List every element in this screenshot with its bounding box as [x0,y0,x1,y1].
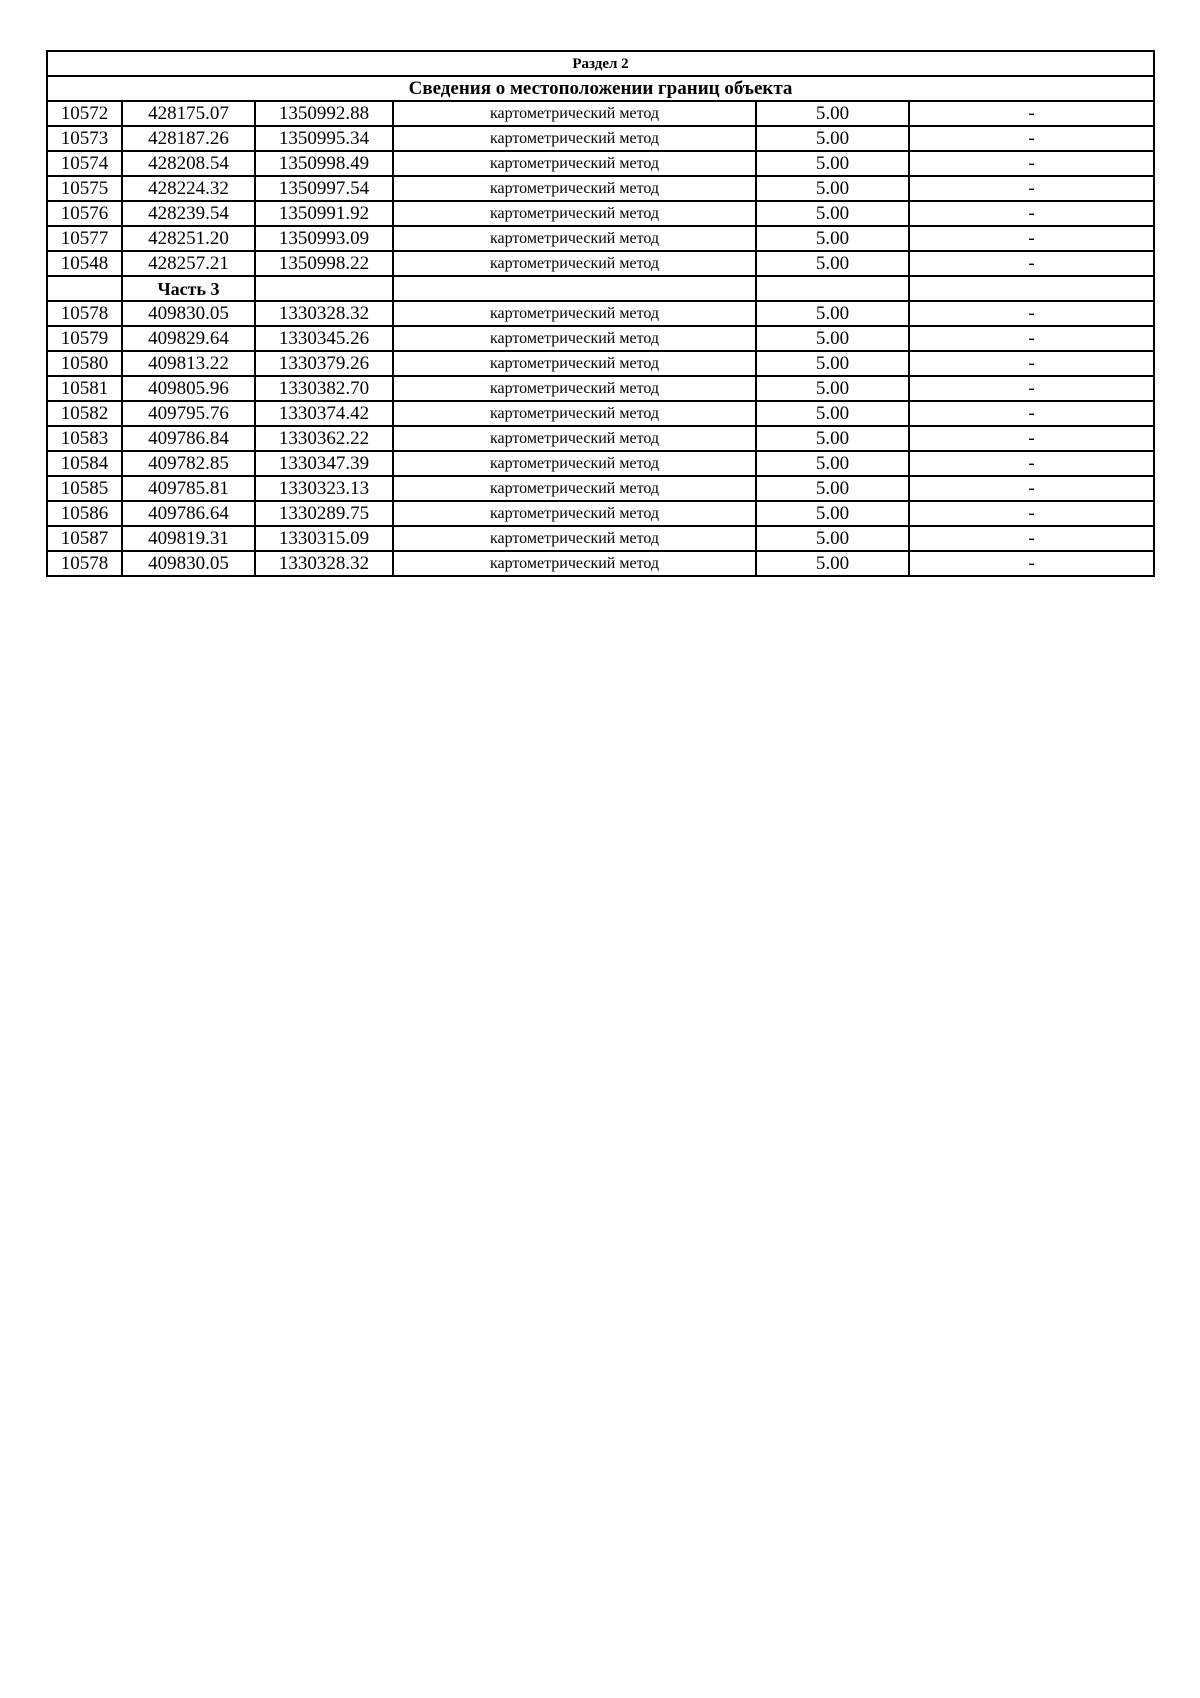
y-coordinate-cell: 1330315.09 [255,526,393,551]
description-cell: - [909,401,1154,426]
y-coordinate-cell: 1350998.22 [255,251,393,276]
x-coordinate-cell: 409782.85 [122,451,255,476]
x-coordinate-cell: 409786.64 [122,501,255,526]
y-coordinate-cell: 1330347.39 [255,451,393,476]
point-number-cell: 10572 [47,101,122,126]
method-cell: картометрический метод [393,101,756,126]
table-body [47,51,1154,576]
accuracy-cell: 5.00 [756,176,909,201]
point-number-cell: 10579 [47,326,122,351]
x-coordinate-cell: 409795.76 [122,401,255,426]
method-cell: картометрический метод [393,251,756,276]
method-cell: картометрический метод [393,501,756,526]
accuracy-cell: 5.00 [756,351,909,376]
x-coordinate-cell: 409829.64 [122,326,255,351]
table-row [47,226,1154,251]
table-row [47,426,1154,451]
description-cell: - [909,201,1154,226]
description-cell: - [909,151,1154,176]
empty-cell [47,276,122,301]
point-number-cell: 10585 [47,476,122,501]
section-title: Раздел 2 [47,51,1154,76]
empty-cell [255,276,393,301]
y-coordinate-cell: 1350992.88 [255,101,393,126]
object-title-row [47,76,1154,101]
description-cell: - [909,301,1154,326]
table-row [47,376,1154,401]
point-number-cell: 10548 [47,251,122,276]
accuracy-cell: 5.00 [756,401,909,426]
description-cell: - [909,176,1154,201]
accuracy-cell: 5.00 [756,551,909,576]
point-number-cell: 10578 [47,301,122,326]
y-coordinate-cell: 1330382.70 [255,376,393,401]
x-coordinate-cell: 428187.26 [122,126,255,151]
point-number-cell: 10577 [47,226,122,251]
point-number-cell: 10578 [47,551,122,576]
x-coordinate-cell: 409830.05 [122,301,255,326]
y-coordinate-cell: 1330328.32 [255,551,393,576]
table-row [47,126,1154,151]
accuracy-cell: 5.00 [756,526,909,551]
method-cell: картометрический метод [393,301,756,326]
description-cell: - [909,426,1154,451]
method-cell: картометрический метод [393,426,756,451]
method-cell: картометрический метод [393,376,756,401]
part-label: Часть 3 [122,276,255,301]
table-row [47,451,1154,476]
description-cell: - [909,551,1154,576]
table-row [47,326,1154,351]
description-cell: - [909,476,1154,501]
method-cell: картометрический метод [393,151,756,176]
accuracy-cell: 5.00 [756,151,909,176]
y-coordinate-cell: 1350997.54 [255,176,393,201]
description-cell: - [909,526,1154,551]
empty-cell [393,276,756,301]
x-coordinate-cell: 409813.22 [122,351,255,376]
method-cell: картометрический метод [393,351,756,376]
y-coordinate-cell: 1330328.32 [255,301,393,326]
point-number-cell: 10581 [47,376,122,401]
accuracy-cell: 5.00 [756,426,909,451]
table-row [47,476,1154,501]
x-coordinate-cell: 409786.84 [122,426,255,451]
point-number-cell: 10575 [47,176,122,201]
x-coordinate-cell: 409830.05 [122,551,255,576]
method-cell: картометрический метод [393,201,756,226]
y-coordinate-cell: 1330345.26 [255,326,393,351]
x-coordinate-cell: 428175.07 [122,101,255,126]
point-number-cell: 10574 [47,151,122,176]
y-coordinate-cell: 1330323.13 [255,476,393,501]
boundary-coordinates-table [46,50,1155,577]
description-cell: - [909,101,1154,126]
accuracy-cell: 5.00 [756,376,909,401]
table-row [47,551,1154,576]
description-cell: - [909,351,1154,376]
table-row [47,301,1154,326]
method-cell: картометрический метод [393,326,756,351]
method-cell: картометрический метод [393,226,756,251]
y-coordinate-cell: 1330379.26 [255,351,393,376]
x-coordinate-cell: 428257.21 [122,251,255,276]
accuracy-cell: 5.00 [756,451,909,476]
part-header-row [47,276,1154,301]
table-row [47,176,1154,201]
y-coordinate-cell: 1350998.49 [255,151,393,176]
point-number-cell: 10573 [47,126,122,151]
y-coordinate-cell: 1350991.92 [255,201,393,226]
table-row [47,101,1154,126]
point-number-cell: 10586 [47,501,122,526]
x-coordinate-cell: 428239.54 [122,201,255,226]
accuracy-cell: 5.00 [756,101,909,126]
point-number-cell: 10576 [47,201,122,226]
point-number-cell: 10582 [47,401,122,426]
description-cell: - [909,376,1154,401]
table-row [47,526,1154,551]
accuracy-cell: 5.00 [756,301,909,326]
accuracy-cell: 5.00 [756,501,909,526]
table-row [47,201,1154,226]
accuracy-cell: 5.00 [756,251,909,276]
accuracy-cell: 5.00 [756,226,909,251]
method-cell: картометрический метод [393,176,756,201]
x-coordinate-cell: 428251.20 [122,226,255,251]
table-row [47,351,1154,376]
method-cell: картометрический метод [393,451,756,476]
description-cell: - [909,501,1154,526]
x-coordinate-cell: 409805.96 [122,376,255,401]
x-coordinate-cell: 409785.81 [122,476,255,501]
description-cell: - [909,126,1154,151]
description-cell: - [909,326,1154,351]
table-row [47,401,1154,426]
y-coordinate-cell: 1330289.75 [255,501,393,526]
table-row [47,251,1154,276]
section-title-row [47,51,1154,76]
description-cell: - [909,451,1154,476]
empty-cell [909,276,1154,301]
accuracy-cell: 5.00 [756,126,909,151]
y-coordinate-cell: 1350993.09 [255,226,393,251]
empty-cell [756,276,909,301]
description-cell: - [909,226,1154,251]
table-row [47,501,1154,526]
y-coordinate-cell: 1350995.34 [255,126,393,151]
point-number-cell: 10584 [47,451,122,476]
object-boundaries-title: Сведения о местоположении границ объекта [47,76,1154,101]
accuracy-cell: 5.00 [756,201,909,226]
point-number-cell: 10583 [47,426,122,451]
table-row [47,151,1154,176]
x-coordinate-cell: 428208.54 [122,151,255,176]
y-coordinate-cell: 1330374.42 [255,401,393,426]
accuracy-cell: 5.00 [756,476,909,501]
point-number-cell: 10587 [47,526,122,551]
method-cell: картометрический метод [393,551,756,576]
point-number-cell: 10580 [47,351,122,376]
description-cell: - [909,251,1154,276]
x-coordinate-cell: 409819.31 [122,526,255,551]
method-cell: картометрический метод [393,126,756,151]
method-cell: картометрический метод [393,476,756,501]
method-cell: картометрический метод [393,401,756,426]
x-coordinate-cell: 428224.32 [122,176,255,201]
accuracy-cell: 5.00 [756,326,909,351]
y-coordinate-cell: 1330362.22 [255,426,393,451]
method-cell: картометрический метод [393,526,756,551]
